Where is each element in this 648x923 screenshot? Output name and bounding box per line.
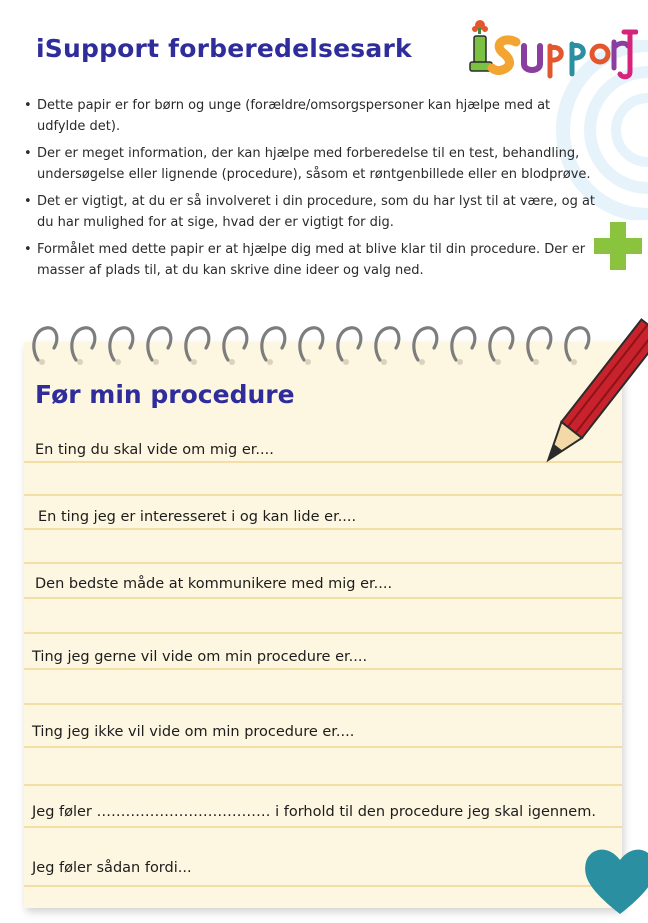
isupport-logo (468, 18, 638, 82)
prompt-feelings[interactable]: Jeg føler ……………………………… i forhold til den procedure jeg skal igennem. (32, 804, 596, 820)
writing-line (24, 562, 622, 564)
notepad-background (24, 342, 622, 908)
intro-bullet-list (24, 96, 596, 288)
intro-item-text: Formålet med dette papir er at hjælpe dig med at blive klar til din procedure. Der er masser af plads til, at du kan skrive dine ideer og valg ned. (37, 242, 586, 278)
bullet-icon: • (24, 194, 32, 209)
prompt-about-me[interactable]: En ting du skal vide om mig er.... (35, 442, 274, 458)
intro-item-text: Dette papir er for børn og unge (forældre/omsorgspersoner kan hjælpe med at udfylde det). (37, 98, 551, 134)
intro-item-text: Der er meget information, der kan hjælpe med forberedelse til en test, behandling, undersøgelse eller lignende (procedure), såsom et røntgenbillede eller en blodprøve. (37, 146, 591, 182)
page-title: iSupport forberedelsesark (36, 34, 412, 63)
intro-item (24, 144, 596, 185)
plus-icon (594, 222, 642, 270)
bullet-icon: • (24, 98, 32, 113)
prompt-dont-want-to-know[interactable]: Ting jeg ikke vil vide om min procedure er.... (32, 724, 355, 740)
writing-line (24, 668, 622, 670)
spiral-rings (24, 320, 622, 370)
intro-item-text: Det er vigtigt, at du er så involveret i din procedure, som du har lyst til at være, og at du har mulighed for at sige, hvad der er vigtigt for dig. (37, 194, 596, 230)
logo-graphic (468, 18, 638, 82)
writing-line (24, 632, 622, 634)
prompt-interests[interactable]: En ting jeg er interesseret i og kan lide er.... (38, 509, 357, 525)
writing-line (24, 885, 622, 887)
writing-line (24, 746, 622, 748)
prompt-communication[interactable]: Den bedste måde at kommunikere med mig er.... (35, 576, 393, 592)
writing-line (24, 494, 622, 496)
writing-line (24, 784, 622, 786)
intro-item (24, 240, 596, 281)
intro-item (24, 96, 596, 137)
prompt-want-to-know[interactable]: Ting jeg gerne vil vide om min procedure er.... (32, 649, 368, 665)
writing-line (24, 597, 622, 599)
writing-line (24, 826, 622, 828)
writing-line (24, 703, 622, 705)
intro-item (24, 192, 596, 233)
bullet-icon: • (24, 146, 32, 161)
prompt-feelings-reason[interactable]: Jeg føler sådan fordi... (32, 860, 192, 876)
writing-line (24, 461, 622, 463)
bullet-icon: • (24, 242, 32, 257)
section-title: Før min procedure (35, 380, 295, 409)
writing-line (24, 528, 622, 530)
pencil-icon (540, 318, 648, 488)
heart-icon (580, 840, 648, 920)
